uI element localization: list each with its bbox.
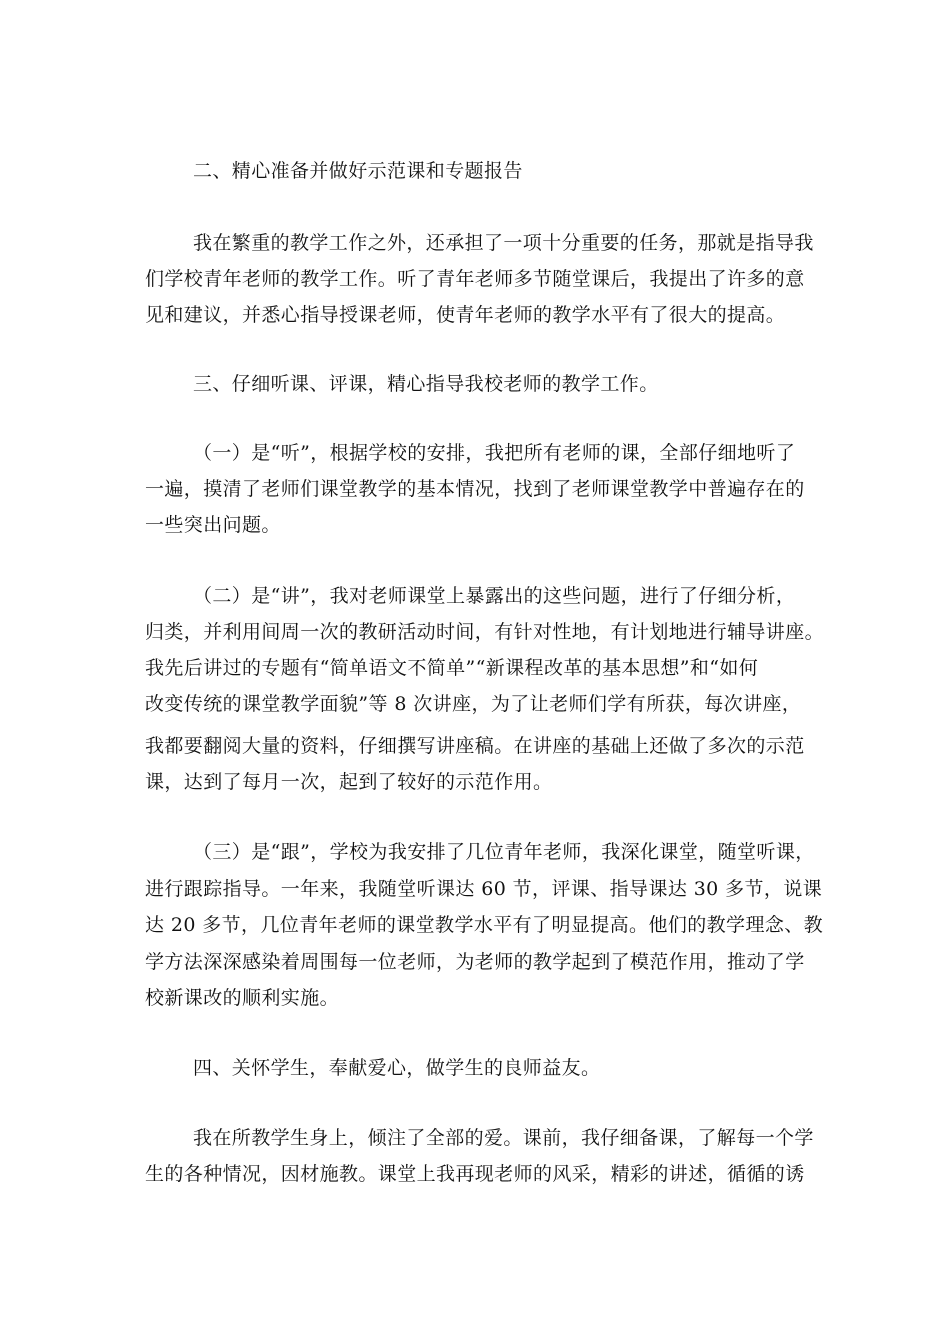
paragraph-line: 我在所教学生身上，倾注了全部的爱。课前，我仔细备课，了解每一个学 <box>193 1127 814 1149</box>
paragraph-line: 归类，并利用间周一次的教研活动时间，有针对性地，有计划地进行辅导讲座。 <box>145 621 825 643</box>
paragraph-line: （一）是“听”，根据学校的安排，我把所有老师的课，全部仔细地听了 <box>193 442 796 464</box>
paragraph-line: （三）是“跟”，学校为我安排了几位青年老师，我深化课堂，随堂听课， <box>193 841 815 863</box>
paragraph-line: 进行跟踪指导。一年来，我随堂听课达 60 节，评课、指导课达 30 多节，说课 <box>145 878 823 900</box>
section-heading-3: 三、仔细听课、评课，精心指导我校老师的教学工作。 <box>193 373 659 395</box>
paragraph-line: 生的各种情况，因材施教。课堂上我再现老师的风采，精彩的讲述，循循的诱 <box>145 1163 805 1185</box>
paragraph-line: 我在繁重的教学工作之外，还承担了一项十分重要的任务，那就是指导我 <box>193 232 814 254</box>
paragraph-line: 一些突出问题。 <box>145 514 281 536</box>
paragraph-line: 学方法深深感染着周围每一位老师，为老师的教学起到了模范作用，推动了学 <box>145 951 805 973</box>
paragraph-line: 课，达到了每月一次，起到了较好的示范作用。 <box>145 771 553 793</box>
paragraph-line: 一遍，摸清了老师们课堂教学的基本情况，找到了老师课堂教学中普遍存在的 <box>145 478 805 500</box>
paragraph-line: 我都要翻阅大量的资料，仔细撰写讲座稿。在讲座的基础上还做了多次的示范 <box>145 735 805 757</box>
section-heading-2: 二、精心准备并做好示范课和专题报告 <box>193 160 523 182</box>
section-heading-4: 四、关怀学生，奉献爱心，做学生的良师益友。 <box>193 1057 601 1079</box>
paragraph-line: （二）是“讲”，我对老师课堂上暴露出的这些问题，进行了仔细分析， <box>193 585 796 607</box>
paragraph-line: 我先后讲过的专题有“简单语文不简单”“新课程改革的基本思想”和“如何 <box>145 657 759 679</box>
paragraph-line: 达 20 多节，几位青年老师的课堂教学水平有了明显提高。他们的教学理念、教 <box>145 914 824 936</box>
paragraph-line: 见和建议，并悉心指导授课老师，使青年老师的教学水平有了很大的提高。 <box>145 304 786 326</box>
paragraph-line: 校新课改的顺利实施。 <box>145 987 340 1009</box>
paragraph-line: 改变传统的课堂教学面貌”等 8 次讲座，为了让老师们学有所获，每次讲座， <box>145 693 802 715</box>
paragraph-line: 们学校青年老师的教学工作。听了青年老师多节随堂课后，我提出了许多的意 <box>145 268 805 290</box>
